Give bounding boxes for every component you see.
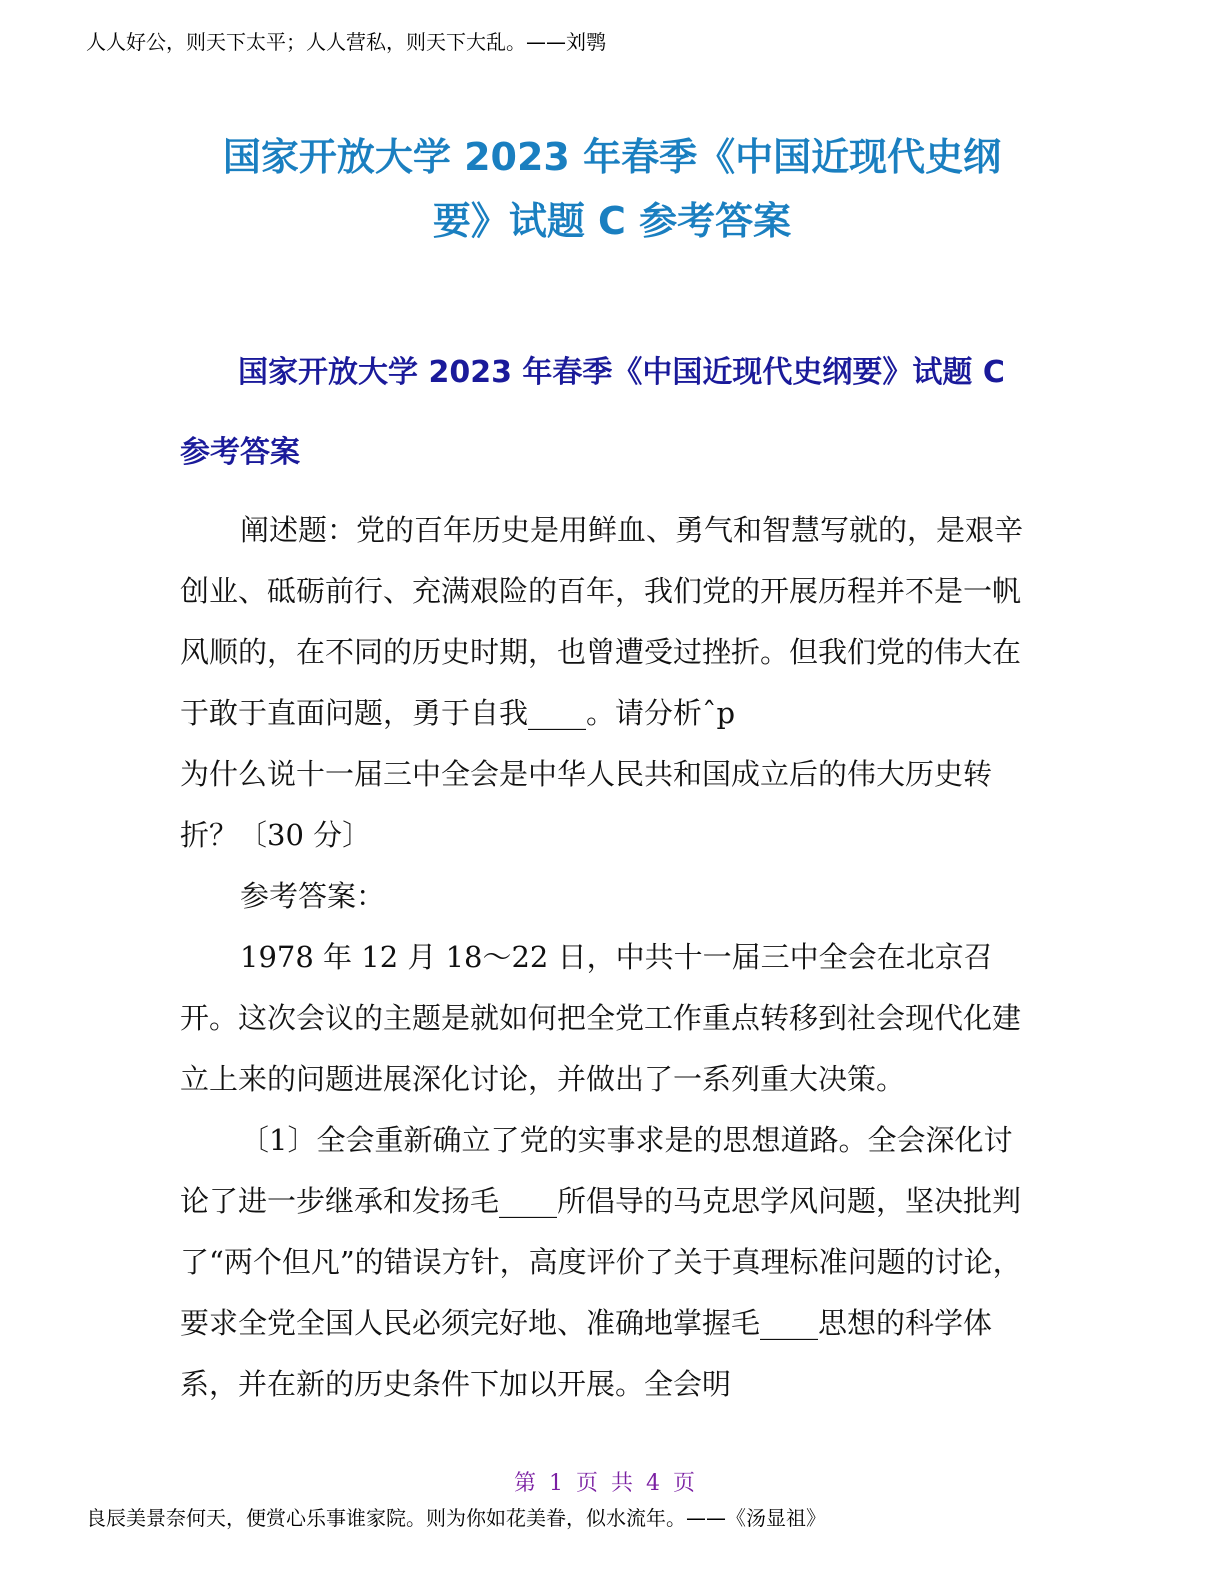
page-number: 第 1 页 共 4 页 xyxy=(514,1471,698,1496)
section-heading-line1: 国家开放大学 2023 年春季《中国近现代史纲要》试题 C xyxy=(238,355,1005,390)
document-body xyxy=(180,500,1040,1415)
header-quote: 人人好公，则天下太平；人人营私，则天下大乱。——刘鹗 xyxy=(86,30,606,54)
section-heading xyxy=(180,345,1040,481)
answer-paragraph: 〔1〕全会重新确立了党的实事求是的思想道路。全会深化讨论了进一步继承和发扬毛____所倡导的马克思学风问题，坚决批判了“两个但凡”的错误方针，高度评价了关于真理标准问题的讨论，要求全党全国人民必须完好地、准确地掌握毛____思想的科学体系，并在新的历史条件下加以开展。全会明 xyxy=(180,1123,1022,1401)
document-title-line1: 国家开放大学 2023 年春季《中国近现代史纲 xyxy=(222,135,1002,179)
section-heading-line2: 参考答案 xyxy=(180,435,300,470)
document-title xyxy=(150,125,1074,253)
footer-quote: 良辰美景奈何天，便赏心乐事谁家院。则为你如花美眷，似水流年。——《汤显祖》 xyxy=(86,1506,826,1530)
answer-paragraph: 1978 年 12 月 18～22 日，中共十一届三中全会在北京召开。这次会议的主题是就如何把全党工作重点转移到社会现代化建立上来的问题进展深化讨论，并做出了一系列重大决策。 xyxy=(180,940,1022,1096)
question-paragraph-continued: 为什么说十一届三中全会是中华人民共和国成立后的伟大历史转折？〔30 分〕 xyxy=(180,757,993,852)
question-paragraph: 阐述题：党的百年历史是用鲜血、勇气和智慧写就的，是艰辛创业、砥砺前行、充满艰险的百年，我们党的开展历程并不是一帆风顺的，在不同的历史时期，也曾遭受过挫折。但我们党的伟大在于敢于直面问题，勇于自我____。请分析ˆp xyxy=(180,513,1024,730)
answer-label: 参考答案： xyxy=(240,879,386,913)
document-title-line2: 要》试题 C 参考答案 xyxy=(432,199,792,243)
